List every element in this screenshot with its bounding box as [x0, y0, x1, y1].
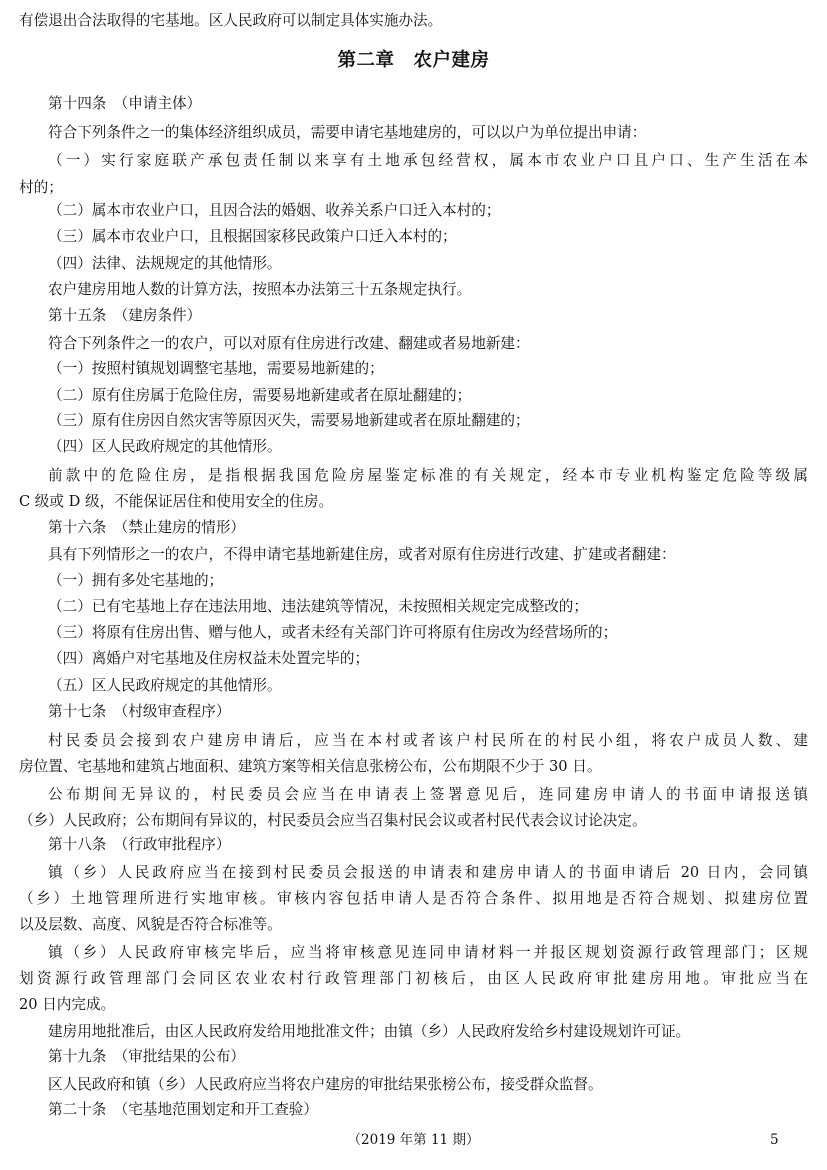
text-line: 建房用地批准后，由区人民政府发给用地批准文件；由镇（乡）人民政府发给乡村建设规划许可证。	[48, 1023, 691, 1040]
issue-footer: （2019 年第 11 期）	[347, 1132, 480, 1148]
text-line: 符合下列条件之一的集体经济组织成员，需要申请宅基地建房的，可以以户为单位提出申请：	[48, 124, 647, 141]
text-line: （三）属本市农业户口，且根据国家移民政策户口迁入本村的；	[48, 228, 457, 245]
text-line: （四）离婚户对宅基地及住房权益未处置完毕的；	[48, 650, 370, 667]
article-heading: 第十九条 （审批结果的公布）	[48, 1048, 246, 1065]
text-line: （一）按照村镇规划调整宅基地，需要易地新建的；	[48, 360, 384, 377]
text-line: （三）将原有住房出售、赠与他人，或者未经有关部门许可将原有住房改为经营场所的；	[48, 624, 618, 641]
text-line: 前款中的危险住房，是指根据我国危险房屋鉴定标准的有关规定，经本市专业机构鉴定危险等级属	[48, 467, 808, 484]
text-line: 村的；	[19, 179, 63, 196]
text-line: （一）拥有多处宅基地的；	[48, 572, 224, 589]
text-line: 20 日内完成。	[19, 996, 116, 1013]
text-line: 具有下列情形之一的农户，不得申请宅基地新建住房，或者对原有住房进行改建、扩建或者翻建：	[48, 546, 676, 563]
text-line: C 级或 D 级，不能保证居住和使用安全的住房。	[19, 493, 334, 510]
page-number: 5	[770, 1132, 779, 1148]
text-line: 房位置、宅基地和建筑占地面积、建筑方案等相关信息张榜公布，公布期限不少于 30 日。	[19, 758, 602, 775]
article-heading: 第十五条 （建房条件）	[48, 307, 202, 324]
text-line: 公布期间无异议的，村民委员会应当在申请表上签署意见后，连同建房申请人的书面申请报送镇	[48, 786, 808, 803]
article-heading: 第十六条 （禁止建房的情形）	[48, 519, 246, 536]
text-line: （一）实行家庭联产承包责任制以来享有土地承包经营权，属本市农业户口且户口、生产生活在本	[48, 152, 808, 169]
article-heading: 第二十条 （宅基地范围划定和开工查验）	[48, 1101, 318, 1118]
text-line: 划资源行政管理部门会同区农业农村行政管理部门初核后，由区人民政府审批建房用地。审批应当在	[19, 970, 808, 987]
text-line: （三）原有住房因自然灾害等原因灭失，需要易地新建或者在原址翻建的；	[48, 412, 530, 429]
text-line: 符合下列条件之一的农户，可以对原有住房进行改建、翻建或者易地新建：	[48, 335, 530, 352]
text-line: （乡）土地管理所进行实地审核。审核内容包括申请人是否符合条件、拟用地是否符合规划、拟建房位置	[19, 890, 808, 907]
text-line: 镇（乡）人民政府审核完毕后，应当将审核意见连同申请材料一并报区规划资源行政管理部门；区规	[48, 944, 808, 961]
article-heading: 第十七条 （村级审查程序）	[48, 703, 231, 720]
text-line: 以及层数、高度、风貌是否符合标准等。	[19, 916, 282, 933]
text-line: 镇（乡）人民政府应当在接到村民委员会报送的申请表和建房申请人的书面申请后 20 日内，会同镇	[48, 864, 808, 881]
text-line: （四）区人民政府规定的其他情形。	[48, 438, 282, 455]
text-line: 有偿退出合法取得的宅基地。区人民政府可以制定具体实施办法。	[19, 12, 443, 29]
article-heading: 第十四条 （申请主体）	[48, 95, 202, 112]
text-line: 农户建房用地人数的计算方法，按照本办法第三十五条规定执行。	[48, 281, 472, 298]
text-line: （二）属本市农业户口，且因合法的婚姻、收养关系户口迁入本村的；	[48, 202, 501, 219]
text-line: 村民委员会接到农户建房申请后，应当在本村或者该户村民所在的村民小组，将农户成员人数、建	[48, 732, 808, 749]
text-line: （四）法律、法规规定的其他情形。	[48, 255, 282, 272]
article-heading: 第十八条 （行政审批程序）	[48, 836, 231, 853]
text-line: 区人民政府和镇（乡）人民政府应当将农户建房的审批结果张榜公布，接受群众监督。	[48, 1076, 603, 1093]
text-line: （乡）人民政府；公布期间有异议的，村民委员会应当召集村民会议或者村民代表会议讨论决定。	[19, 812, 647, 829]
text-line: （二）原有住房属于危险住房，需要易地新建或者在原址翻建的；	[48, 387, 472, 404]
chapter-title: 第二章 农户建房	[337, 50, 490, 71]
text-line: （五）区人民政府规定的其他情形。	[48, 677, 282, 694]
text-line: （二）已有宅基地上存在违法用地、违法建筑等情况，未按照相关规定完成整改的；	[48, 598, 588, 615]
